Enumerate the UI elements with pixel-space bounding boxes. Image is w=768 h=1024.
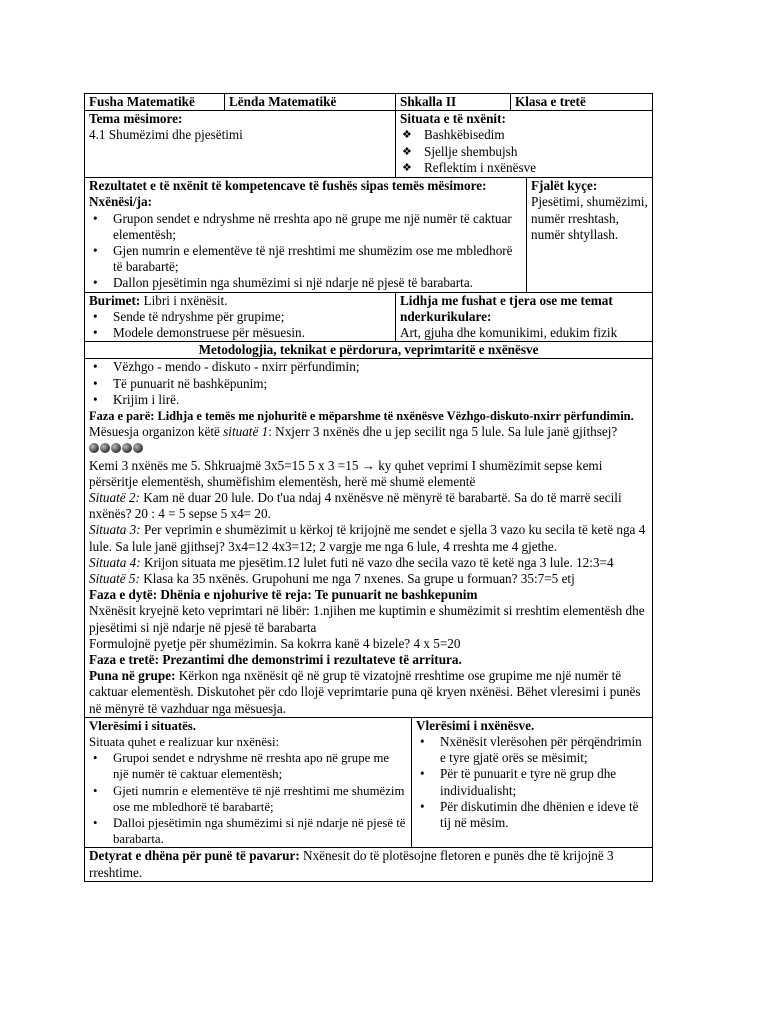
puna-grupe-text: Kërkon nga nxënësit që në grup të vizatojnë rreshtime ose grupime me një numër të caktuar elementësh. Diskutohet për cdo llojë veprimtarie puna që kryen nxënësi. Bëhet vleresimi i punës në mënyrë të vazhduar nga mësuesja.: [89, 668, 641, 716]
ball-icon: [122, 443, 132, 453]
list-item: • Grupon sendet e ndryshme në rreshta apo në grupe me një numër të caktuar elementësh;: [89, 211, 522, 243]
burimet-list: [89, 309, 391, 341]
faza2-p1: Nxënësit kryejnë keto veprimtari në libër: 1.njihen me kuptimin e shumëzimit si rreshtim elementësh dhe pjesëtimi si një ndarje në pjesë të barabarta: [89, 603, 645, 635]
tema-row: [85, 111, 653, 178]
faza1-s2-label: Situatë 2:: [89, 489, 140, 505]
fjalet-value: Pjesëtimi, shumëzimi, numër rreshtash, numër shtyllash.: [531, 194, 648, 242]
vleresimi-nxenesve-label: Vlerësimi i nxënësve.: [416, 717, 535, 733]
shkalla-label: Shkalla II: [400, 94, 457, 109]
situata-list: [400, 127, 648, 176]
burimet-row: [85, 292, 653, 342]
list-item: ❖ Bashkëbisedim: [400, 127, 648, 143]
metodologjia-title: Metodologjia, teknikat e përdorura, veprimtaritë e nxënësve: [198, 342, 539, 358]
metodologjia-title-row: [85, 342, 653, 359]
faza1-s2-text: Kam në duar 20 lule. Do t'ua ndaj 4 nxënësve në mënyrë të barabartë. Sa do të marrë secili nxënës? 20 : 4 = 5 sepse 5 x4= 20.: [89, 489, 622, 522]
list-item: • Dallon pjesëtimin nga shumëzimi si një ndarje në pjesë të barabarta.: [89, 275, 522, 291]
fjalet-label: Fjalët kyçe:: [531, 178, 598, 194]
faza1-s4-text: Krijon situata me pjesëtim.12 lulet futi në vazo dhe secila vazo të ketë nga 3 lule. 12:3=4: [140, 554, 614, 570]
detyrat-label: Detyrat e dhëna për punë të pavarur:: [89, 848, 300, 864]
rezultatet-row: [85, 178, 653, 292]
list-item: • Gjeti numrin e elementëve të një rreshtimi me shumëzim ose me mbledhorë të barabartë;: [89, 783, 407, 815]
lesson-plan-table: [84, 93, 653, 882]
header-row: [85, 94, 653, 111]
fusha-label: Fusha Matematikë: [89, 94, 195, 109]
nxenesi-label: Nxënësi/ja:: [89, 194, 152, 210]
burimet-label: Burimet:: [89, 292, 141, 308]
list-item: • Sende të ndryshme për grupime;: [89, 309, 391, 325]
faza3-title: Faza e tretë: Prezantimi dhe demonstrimi i rezultateve të arritura.: [89, 651, 462, 667]
vleresimi-situates-intro: Situata quhet e realizuar kur nxënësi:: [89, 734, 280, 749]
list-item: • Krijim i lirë.: [89, 392, 648, 408]
list-item: • Për diskutimin dhe dhënien e ideve të tij në mësim.: [416, 799, 648, 831]
vleresimi-nxenesve-list: [416, 734, 648, 831]
klasa-label: Klasa e tretë: [515, 94, 586, 109]
tema-value: 4.1 Shumëzimi dhe pjesëtimi: [89, 127, 243, 143]
list-item: • Vëzhgo - mendo - diskuto - nxirr përfundimin;: [89, 359, 648, 375]
faza1-s3-label: Situata 3:: [89, 522, 141, 538]
detyrat-row: [85, 848, 653, 881]
list-item: • Për të punuarit e tyre në grup dhe individualisht;: [416, 766, 648, 798]
faza1-s1-text: : Nxjerr 3 nxënës dhe u jep secilit nga 5 lule. Sa lule janë gjithsej?: [268, 424, 618, 440]
situata-label: Situata e të nxënit:: [400, 111, 506, 127]
list-item: • Të punuarit në bashkëpunim;: [89, 376, 648, 392]
faza2-title: Faza e dytë: Dhënia e njohurive të reja: Te punuarit ne bashkepunim: [89, 587, 478, 603]
list-item: • Modele demonstruese për mësuesin.: [89, 325, 391, 341]
lesson-plan-document: [84, 93, 652, 882]
lidhja-value: Art, gjuha dhe komunikimi, edukim fizik: [400, 325, 618, 341]
list-item: ❖ Sjellje shembujsh: [400, 144, 648, 160]
tema-label: Tema mësimore:: [89, 111, 183, 127]
ball-icon: [111, 443, 121, 453]
list-item: • Nxënësit vlerësohen për përqëndrimin e tyre gjatë orës se mësimit;: [416, 734, 648, 766]
metodologjia-list: [89, 359, 648, 408]
vleresimi-situates-list: [89, 750, 407, 847]
faza1-p2: Kemi 3 nxënës me 5. Shkruajmë 3x5=15 5 x 3 =15 → ky quhet veprimi I shumëzimit sepse kemi përsëritje elementësh, shumëfishim elementësh, herë më shumë elementë: [89, 457, 603, 489]
list-item: ❖ Reflektim i nxënësve: [400, 160, 648, 176]
lidhja-label: Lidhja me fushat e tjera ose me temat nderkurikulare:: [400, 292, 613, 324]
lenda-label: Lënda Matematikë: [229, 94, 337, 109]
faza1-s4-label: Situata 4:: [89, 554, 141, 570]
vleresimi-situates-label: Vlerësimi i situatës.: [89, 718, 196, 733]
puna-grupe-label: Puna në grupe:: [89, 668, 176, 684]
metodologjia-body-row: [85, 359, 653, 717]
rezultatet-list: [89, 211, 522, 292]
faza2-p2: Formulojnë pyetje për shumëzimin. Sa kokrra kanë 4 bizele? 4 x 5=20: [89, 635, 461, 651]
faza1-s5-text: Klasa ka 35 nxënës. Grupohuni me nga 7 nxenes. Sa grupe u formuan? 35:7=5 etj: [139, 570, 575, 586]
burimet-value: Libri i nxënësit.: [140, 292, 228, 308]
faza1-title: Faza e parë: Lidhja e temës me njohuritë e mëparshme të nxënësve Vëzhgo-diskuto-nxirr përfundimin.: [89, 409, 634, 424]
faza1-s3-text: Per veprimin e shumëzimit u kërkoj të krijojnë me sendet e sjella 3 vazo ku secila të ketë nga 4 lule. Sa lule janë gjithsej? 3x4=12 4x3=12; 2 vargje me nga 6 lule, 4 rreshta me 4 gjethe.: [89, 522, 646, 554]
list-item: • Gjen numrin e elementëve të një rreshtimi me shumëzim ose me mbledhorë të barabartë;: [89, 243, 522, 275]
faza1-s1-pre: Mësuesja organizon këtë: [89, 424, 224, 440]
faza1-s5-label: Situatë 5:: [89, 570, 140, 586]
list-item: • Grupoi sendet e ndryshme në rreshta apo në grupe me një numër të caktuar elementësh;: [89, 750, 407, 782]
ball-icon: [100, 443, 110, 453]
ball-icon: [89, 443, 99, 453]
ball-icon: [133, 443, 143, 453]
rezultatet-label: Rezultatet e të nxënit të kompetencave të fushës sipas temës mësimore:: [89, 178, 487, 194]
faza1-s1-label: situatë 1: [223, 424, 269, 440]
list-item: • Dalloi pjesëtimin nga shumëzimi si një ndarje në pjesë të barabarta.: [89, 815, 407, 847]
detyrat-text: Nxënesit do të plotësojne fletoren e punës dhe të krijojnë 3 rreshtime.: [89, 848, 614, 880]
balls-image: [89, 441, 144, 457]
vleresimi-row: [85, 717, 653, 848]
